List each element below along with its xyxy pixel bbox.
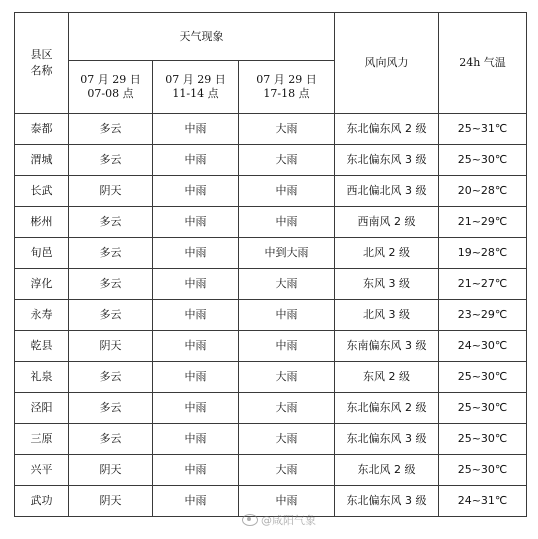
table-row (15, 455, 527, 486)
county-cell: 礼泉 (15, 362, 69, 393)
weather-cell-period-1: 阴天 (69, 455, 153, 486)
table-row (15, 300, 527, 331)
watermark-text: @咸阳气象 (261, 514, 316, 527)
weather-cell-period-2: 中雨 (153, 145, 239, 176)
table-row (15, 424, 527, 455)
weather-cell-period-3: 中雨 (239, 207, 335, 238)
period-date: 07 月 29 日 (165, 73, 226, 86)
county-cell: 三原 (15, 424, 69, 455)
wind-cell: 北风 3 级 (335, 300, 439, 331)
wind-cell: 东风 3 级 (335, 269, 439, 300)
weather-cell-period-1: 多云 (69, 114, 153, 145)
period-header-1 (69, 61, 153, 114)
temp-header-label: 24h 气温 (459, 56, 506, 69)
period-header-2 (153, 61, 239, 114)
weather-cell-period-1: 多云 (69, 238, 153, 269)
weather-cell-period-2: 中雨 (153, 424, 239, 455)
county-header-label: 县区 名称 (30, 48, 53, 77)
wind-cell: 西南风 2 级 (335, 207, 439, 238)
weather-cell-period-3: 大雨 (239, 114, 335, 145)
wind-cell: 东北风 2 级 (335, 455, 439, 486)
period-time: 11-14 点 (172, 87, 219, 100)
weather-forecast-table (14, 12, 527, 517)
weather-cell-period-2: 中雨 (153, 331, 239, 362)
weather-cell-period-3: 中雨 (239, 176, 335, 207)
weather-cell-period-1: 多云 (69, 207, 153, 238)
weather-cell-period-3: 大雨 (239, 393, 335, 424)
temp-cell: 21~27℃ (439, 269, 527, 300)
temp-cell: 24~31℃ (439, 486, 527, 517)
wind-cell: 东北偏东风 2 级 (335, 393, 439, 424)
temp-cell: 25~30℃ (439, 393, 527, 424)
table-row (15, 269, 527, 300)
temp-cell: 25~31℃ (439, 114, 527, 145)
weather-cell-period-2: 中雨 (153, 207, 239, 238)
temp-cell: 21~29℃ (439, 207, 527, 238)
wind-header (335, 13, 439, 114)
weather-cell-period-3: 中雨 (239, 300, 335, 331)
weather-cell-period-3: 大雨 (239, 424, 335, 455)
wind-cell: 北风 2 级 (335, 238, 439, 269)
table-row (15, 145, 527, 176)
weather-cell-period-2: 中雨 (153, 114, 239, 145)
period-time: 17-18 点 (263, 87, 310, 100)
table-row (15, 362, 527, 393)
table-row (15, 114, 527, 145)
county-cell: 长武 (15, 176, 69, 207)
weather-cell-period-3: 大雨 (239, 362, 335, 393)
county-cell: 永寿 (15, 300, 69, 331)
temp-header (439, 13, 527, 114)
period-date: 07 月 29 日 (80, 73, 141, 86)
weather-cell-period-3: 大雨 (239, 145, 335, 176)
weather-cell-period-3: 中到大雨 (239, 238, 335, 269)
table-row (15, 176, 527, 207)
period-header-3 (239, 61, 335, 114)
weather-cell-period-2: 中雨 (153, 238, 239, 269)
weather-cell-period-1: 多云 (69, 362, 153, 393)
temp-cell: 19~28℃ (439, 238, 527, 269)
wind-cell: 东北偏东风 3 级 (335, 486, 439, 517)
weather-cell-period-3: 大雨 (239, 269, 335, 300)
table-body (15, 114, 527, 517)
county-cell: 泾阳 (15, 393, 69, 424)
period-date: 07 月 29 日 (256, 73, 317, 86)
watermark (242, 512, 316, 528)
weather-cell-period-1: 阴天 (69, 331, 153, 362)
weather-cell-period-1: 多云 (69, 269, 153, 300)
county-cell: 淳化 (15, 269, 69, 300)
weather-cell-period-3: 中雨 (239, 486, 335, 517)
county-cell: 旬邑 (15, 238, 69, 269)
weather-cell-period-3: 大雨 (239, 455, 335, 486)
table-row (15, 238, 527, 269)
temp-cell: 25~30℃ (439, 362, 527, 393)
weather-cell-period-1: 阴天 (69, 486, 153, 517)
weather-cell-period-1: 多云 (69, 393, 153, 424)
table-row (15, 331, 527, 362)
weather-cell-period-2: 中雨 (153, 176, 239, 207)
table-row (15, 393, 527, 424)
weather-cell-period-1: 多云 (69, 300, 153, 331)
weather-phenomenon-header (69, 13, 335, 61)
wind-header-label: 风向风力 (364, 56, 409, 69)
weather-cell-period-3: 中雨 (239, 331, 335, 362)
temp-cell: 25~30℃ (439, 424, 527, 455)
temp-cell: 25~30℃ (439, 145, 527, 176)
wind-cell: 东风 2 级 (335, 362, 439, 393)
weather-cell-period-2: 中雨 (153, 455, 239, 486)
weather-cell-period-2: 中雨 (153, 362, 239, 393)
county-cell: 泰都 (15, 114, 69, 145)
temp-cell: 20~28℃ (439, 176, 527, 207)
period-time: 07-08 点 (87, 87, 134, 100)
wind-cell: 西北偏北风 3 级 (335, 176, 439, 207)
weather-cell-period-1: 多云 (69, 424, 153, 455)
weather-cell-period-2: 中雨 (153, 393, 239, 424)
county-cell: 乾县 (15, 331, 69, 362)
temp-cell: 24~30℃ (439, 331, 527, 362)
weather-cell-period-1: 多云 (69, 145, 153, 176)
weather-cell-period-2: 中雨 (153, 300, 239, 331)
weather-cell-period-2: 中雨 (153, 486, 239, 517)
weather-phenomenon-label: 天气现象 (179, 29, 224, 43)
wind-cell: 东南偏东风 3 级 (335, 331, 439, 362)
county-cell: 兴平 (15, 455, 69, 486)
weather-cell-period-1: 阴天 (69, 176, 153, 207)
wind-cell: 东北偏东风 2 级 (335, 114, 439, 145)
county-cell: 彬州 (15, 207, 69, 238)
temp-cell: 23~29℃ (439, 300, 527, 331)
weibo-icon (242, 514, 258, 526)
wind-cell: 东北偏东风 3 级 (335, 145, 439, 176)
county-cell: 武功 (15, 486, 69, 517)
county-cell: 渭城 (15, 145, 69, 176)
temp-cell: 25~30℃ (439, 455, 527, 486)
county-header (15, 13, 69, 114)
table-row (15, 207, 527, 238)
wind-cell: 东北偏东风 3 级 (335, 424, 439, 455)
weather-cell-period-2: 中雨 (153, 269, 239, 300)
